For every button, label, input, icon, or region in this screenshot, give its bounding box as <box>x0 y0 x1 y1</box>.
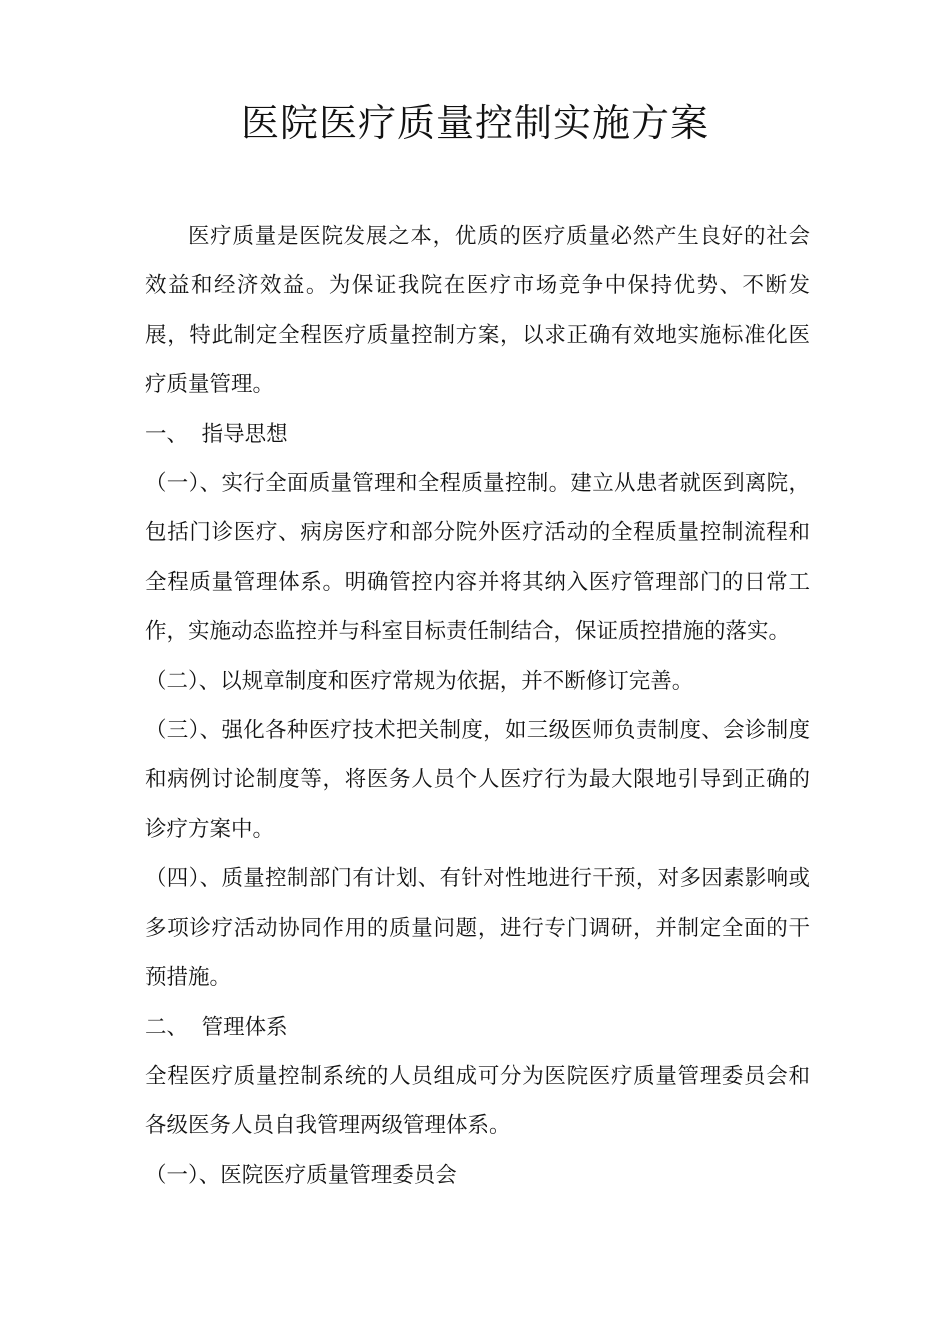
list-item: （四）、质量控制部门有计划、有针对性地进行干预，对多因素影响或多项诊疗活动协同作用的质量问题，进行专门调研，并制定全面的干预措施。 <box>145 866 810 991</box>
list-item: （一）、实行全面质量管理和全程质量控制。建立从患者就医到离院，包括门诊医疗、病房医疗和部分院外医疗活动的全程质量控制流程和全程质量管理体系。明确管控内容并将其纳入医疗管理部门的日常工作，实施动态监控并与科室目标责任制结合，保证质控措施的落实。 <box>145 471 810 645</box>
document-title: 医院医疗质量控制实施方案 <box>240 101 709 145</box>
section-heading-guiding-principles: 一、 指导思想 <box>145 421 288 447</box>
section-paragraph: 全程医疗质量控制系统的人员组成可分为医院医疗质量管理委员会和各级医务人员自我管理两级管理体系。 <box>145 1063 810 1139</box>
list-item: （三）、强化各种医疗技术把关制度，如三级医师负责制度、会诊制度和病例讨论制度等，将医务人员个人医疗行为最大限地引导到正确的诊疗方案中。 <box>145 718 810 842</box>
list-item: （一）、医院医疗质量管理委员会 <box>145 1162 457 1188</box>
document-body <box>145 212 810 1200</box>
list-item: （二）、以规章制度和医疗常规为依据，并不断修订完善。 <box>145 668 694 694</box>
section-heading-management-system: 二、 管理体系 <box>145 1014 288 1040</box>
intro-paragraph: 医疗质量是医院发展之本，优质的医疗质量必然产生良好的社会效益和经济效益。为保证我院在医疗市场竞争中保持优势、不断发展，特此制定全程医疗质量控制方案，以求正确有效地实施标准化医疗质量管理。 <box>145 224 810 398</box>
